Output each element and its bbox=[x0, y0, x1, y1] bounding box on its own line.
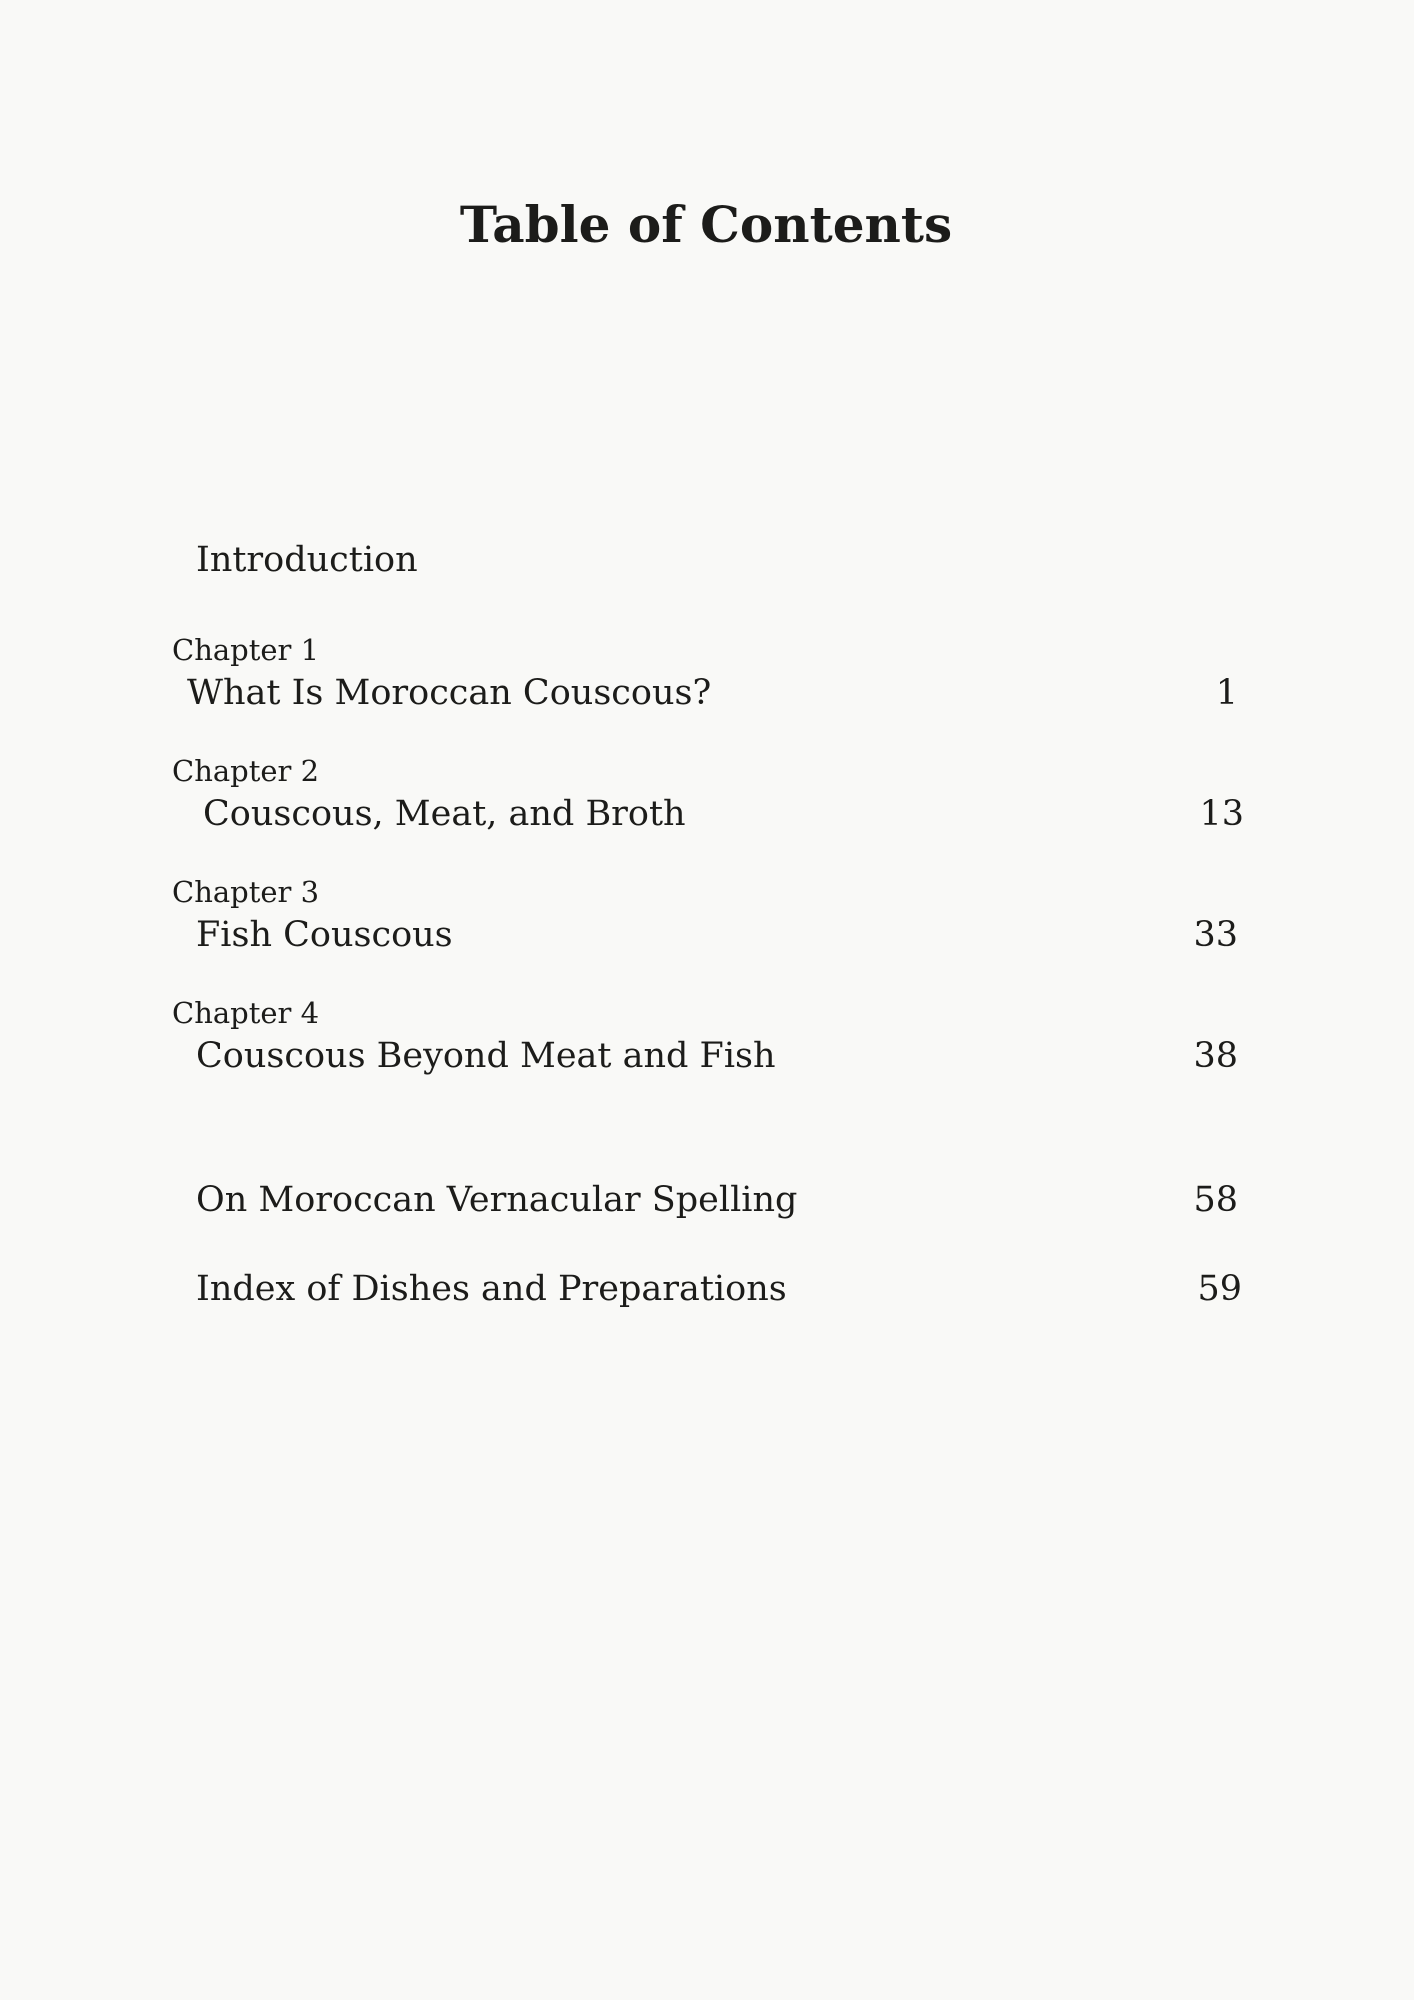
chapter-2-page-number: 13 bbox=[1199, 794, 1244, 834]
chapter-3-title: Fish Couscous bbox=[196, 915, 453, 955]
chapter-1-page-number: 1 bbox=[1215, 673, 1238, 713]
chapter-2-title: Couscous, Meat, and Broth bbox=[203, 794, 686, 834]
chapter-1-label: Chapter 1 bbox=[172, 633, 320, 667]
chapter-1-title: What Is Moroccan Couscous? bbox=[187, 673, 712, 713]
back-matter-index-page-number: 59 bbox=[1197, 1269, 1242, 1309]
chapter-4-page-number: 38 bbox=[1193, 1036, 1238, 1076]
back-matter-spelling-title: On Moroccan Vernacular Spelling bbox=[196, 1180, 798, 1220]
back-matter-spelling-page-number: 58 bbox=[1193, 1180, 1238, 1220]
page-title: Table of Contents bbox=[459, 195, 953, 254]
chapter-4-title: Couscous Beyond Meat and Fish bbox=[196, 1036, 776, 1076]
back-matter-index-title: Index of Dishes and Preparations bbox=[196, 1269, 787, 1309]
toc-introduction: Introduction bbox=[196, 540, 418, 580]
chapter-3-page-number: 33 bbox=[1193, 915, 1238, 955]
chapter-4-label: Chapter 4 bbox=[172, 996, 320, 1030]
chapter-3-label: Chapter 3 bbox=[172, 875, 320, 909]
chapter-2-label: Chapter 2 bbox=[172, 754, 320, 788]
